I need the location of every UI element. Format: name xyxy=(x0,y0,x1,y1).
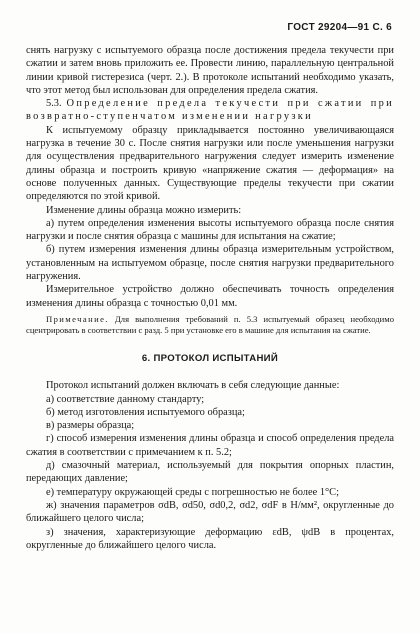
paragraph-method-a: а) путем определения изменения высоты испытуемого образца после снятия нагрузки и после снятия образца с машины для испытания на сжатие; xyxy=(26,217,394,243)
paragraph-method-b: б) путем измерения изменения длины образца измерительным устройством, установленным на испытуемом образце, после снятия нагрузки предварительного нагружения. xyxy=(26,244,394,283)
list-item-g: ж) значения параметров σdB, σd50, σd0,2, σd2, σdF в Н/мм², округленные до ближайшего целого числа; xyxy=(26,499,394,525)
paragraph-measure-intro: Изменение длины образца можно измерить: xyxy=(46,204,242,216)
section-5-3-number: 5.3. xyxy=(46,98,62,110)
section-6-title: 6. ПРОТОКОЛ ИСПЫТАНИЙ xyxy=(141,352,279,364)
document-body xyxy=(26,44,394,552)
paragraph-accuracy: Измерительное устройство должно обеспечивать точность определения изменения длины образца с точностью 0,01 мм. xyxy=(26,284,394,309)
section-6-intro: Протокол испытаний должен включать в себя следующие данные: xyxy=(46,380,340,392)
list-item-d: г) способ измерения изменения длины образца и способ определения предела сжатия в соответствии с примечанием к п. 5.2; xyxy=(26,433,394,458)
list-item-e: д) смазочный материал, используемый для покрытия опорных пластин, передающих давление; xyxy=(26,460,394,485)
paragraph-load-procedure: К испытуемому образцу прикладывается постоянно увеличивающаяся нагрузка в течение 30 с. После снятия нагрузки или после уменьшения нагрузки для осуществления предварительного нагружения следует измерить изменение длины образца и построить кривую «напряжение сжатия — деформация» на основе полученных данных. Существующие пределы текучести при сжатии определяются по этой кривой. xyxy=(26,124,394,203)
list-item-c: в) размеры образца; xyxy=(46,420,135,432)
note-text: Для выполнения требований п. 5.3 испытуемый образец необходимо сцентрировать в соответствии с разд. 5 при установке его в машине для испытания на сжатие. xyxy=(26,313,394,335)
paragraph-hysteresis: снять нагрузку с испытуемого образца после достижения предела текучести при сжатии и затем вновь приложить ее. Провести линию, параллельную центральной линии кривой гистерезиса (черт. 2.). В протоколе испытаний необходимо указать, что этот метод был использован для определения предела сжатия. xyxy=(26,45,394,96)
section-5-3-heading xyxy=(26,97,394,124)
note-label: Примечание. xyxy=(46,313,109,324)
section-5-3-title: Определение предела текучести при сжатии при возвратно-ступенчатом изменении нагрузки xyxy=(26,98,394,123)
list-item-a: а) соответствие данному стандарту; xyxy=(46,393,205,405)
list-item-b: б) метод изготовления испытуемого образца; xyxy=(46,406,245,418)
note-block xyxy=(26,314,394,336)
list-item-h: з) значения, характеризующие деформацию εdB, ψdB в процентах, округленные до ближайшего целого числа. xyxy=(26,526,394,551)
page-header: ГОСТ 29204—91 С. 6 xyxy=(287,22,392,33)
list-item-f: е) температуру окружающей среды с погрешностью не более 1°С; xyxy=(46,486,339,498)
